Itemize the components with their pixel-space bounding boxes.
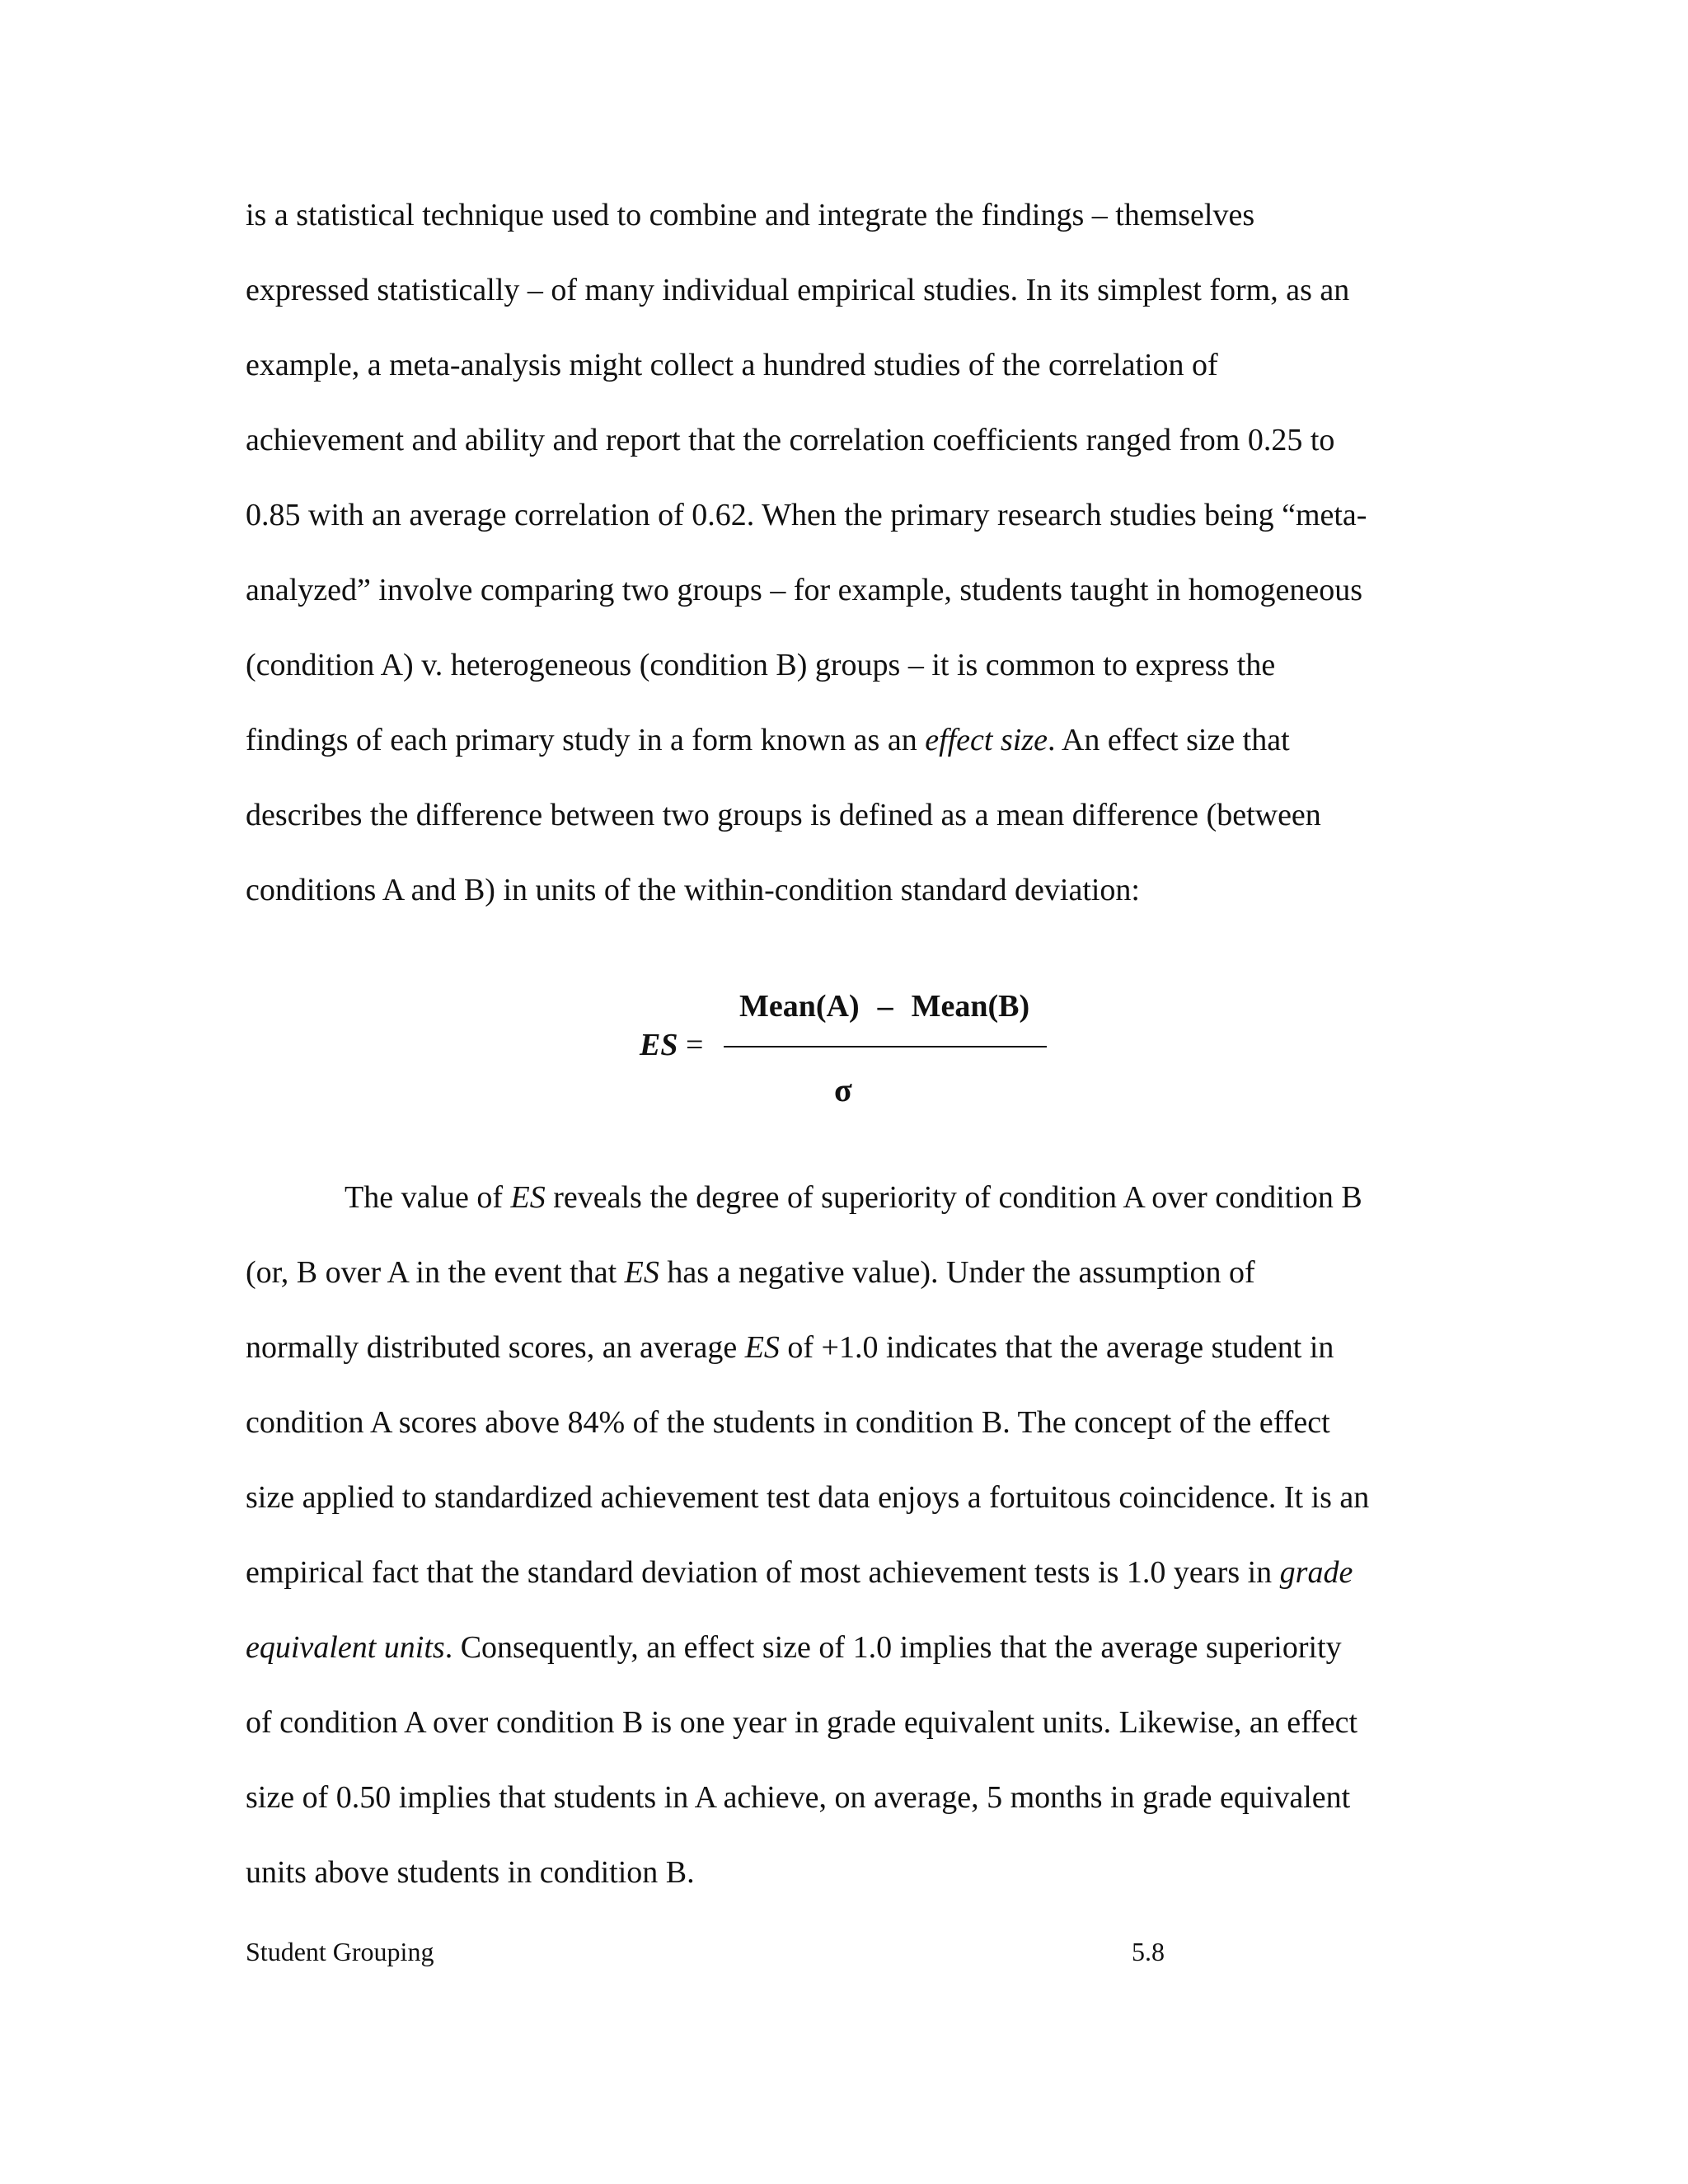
text-run: of +1.0 indicates that the average student in <box>779 1330 1334 1365</box>
paragraph2-line-3 <box>246 1329 1334 1366</box>
text-run: (or, B over A in the event that <box>246 1255 625 1290</box>
paragraph2-line-4: condition A scores above 84% of the students in condition B. The concept of the effect <box>246 1405 1330 1440</box>
emphasis-es: ES <box>624 1255 659 1290</box>
emphasis-effect-size: effect size <box>925 723 1048 757</box>
text-run: normally distributed scores, an average <box>246 1330 745 1365</box>
text-run: has a negative value). Under the assumption of <box>659 1255 1255 1290</box>
paragraph1-line-4: achievement and ability and report that the correlation coefficients ranged from 0.25 to <box>246 423 1335 457</box>
paragraph2-line-6 <box>246 1554 1353 1591</box>
paragraph2-line-8: of condition A over condition B is one year in grade equivalent units. Likewise, an effect <box>246 1705 1357 1740</box>
text-run: reveals the degree of superiority of condition A over condition B <box>545 1180 1362 1215</box>
formula-es-variable: ES <box>640 1028 678 1062</box>
paragraph1-line-1: is a statistical technique used to combine and integrate the findings – themselves <box>246 198 1255 232</box>
emphasis-grade: grade <box>1279 1555 1353 1590</box>
paragraph1-line-10: conditions A and B) in units of the within-condition standard deviation: <box>246 873 1140 907</box>
paragraph1-line-2: expressed statistically – of many individual empirical studies. In its simplest form, as an <box>246 273 1350 307</box>
paragraph2-line-9: size of 0.50 implies that students in A achieve, on average, 5 months in grade equivalent <box>246 1780 1351 1815</box>
paragraph2-line-1 <box>345 1179 1362 1216</box>
emphasis-equivalent-units: equivalent units <box>246 1630 445 1665</box>
emphasis-es: ES <box>510 1180 546 1215</box>
paragraph1-line-5: 0.85 with an average correlation of 0.62. When the primary research studies being “meta- <box>246 498 1367 532</box>
paragraph1-line-6: analyzed” involve comparing two groups – for example, students taught in homogeneous <box>246 573 1363 607</box>
paragraph1-line-9: describes the difference between two groups is defined as a mean difference (between <box>246 798 1321 832</box>
formula-denominator-sigma: σ <box>834 1071 852 1108</box>
text-run: . Consequently, an effect size of 1.0 implies that the average superiority <box>444 1630 1342 1665</box>
footer-page-number: 5.8 <box>1132 1937 1165 1966</box>
formula-minus-sign: – <box>877 989 893 1024</box>
formula-numerator <box>739 987 1029 1025</box>
text-run: . An effect size that <box>1047 723 1290 757</box>
paragraph2-line-7 <box>246 1629 1342 1666</box>
paragraph1-line-8 <box>246 721 1290 759</box>
text-run: empirical fact that the standard deviation of most achievement tests is 1.0 years in <box>246 1555 1280 1590</box>
formula-fraction-bar <box>724 1046 1047 1047</box>
text-run: The value of <box>345 1180 511 1215</box>
paragraph2-line-10: units above students in condition B. <box>246 1855 695 1890</box>
paragraph1-line-3: example, a meta-analysis might collect a hundred studies of the correlation of <box>246 348 1218 382</box>
emphasis-es: ES <box>744 1330 780 1365</box>
formula-equals-sign: = <box>678 1028 704 1062</box>
formula-mean-a: Mean(A) <box>739 989 860 1024</box>
paragraph2-line-5: size applied to standardized achievement test data enjoys a fortuitous coincidence. It is an <box>246 1480 1370 1515</box>
paragraph2-line-2 <box>246 1254 1255 1291</box>
formula-mean-b: Mean(B) <box>911 989 1030 1024</box>
footer-running-title: Student Grouping <box>246 1937 434 1966</box>
paragraph1-line-7: (condition A) v. heterogeneous (condition B) groups – it is common to express the <box>246 648 1276 682</box>
text-run: findings of each primary study in a form known as an <box>246 723 926 757</box>
formula-lhs <box>640 1026 703 1064</box>
